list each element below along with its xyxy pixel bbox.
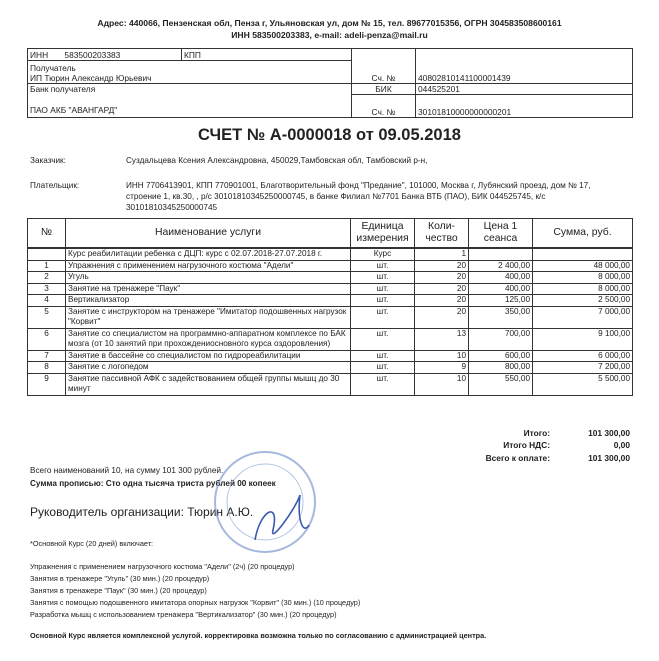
bank-details-table bbox=[27, 48, 633, 118]
kpp-cell: КПП bbox=[182, 49, 352, 61]
cell-n: 3 bbox=[28, 283, 66, 295]
cell-qty: 9 bbox=[415, 362, 469, 374]
cell-unit: шт. bbox=[351, 373, 415, 395]
cell-unit: шт. bbox=[351, 272, 415, 284]
cell-qty: 20 bbox=[415, 295, 469, 307]
corr-label: Сч. № bbox=[352, 95, 416, 118]
cell-name: Занятие с инструктором на тренажере "Имитатор подошвенных нагрузок "Корвит" bbox=[66, 306, 351, 328]
col-header: Единица измерения bbox=[351, 219, 415, 249]
cell-name: Занятие с логопедом bbox=[66, 362, 351, 374]
col-header: Коли-чество bbox=[415, 219, 469, 249]
invoice-title: СЧЕТ № А-0000018 от 09.05.2018 bbox=[198, 126, 461, 144]
acc-label: Сч. № bbox=[352, 49, 416, 84]
cell-name: Занятие в бассейне со специалистом по гидрореабилитации bbox=[66, 350, 351, 362]
notes-title: *Основной Курс (20 дней) включает: bbox=[30, 539, 154, 548]
payer-label: Плательщик: bbox=[30, 181, 80, 190]
cell-price: 800,00 bbox=[469, 362, 533, 374]
corr-value: 30101810000000000201 bbox=[416, 95, 633, 118]
cell-n: 4 bbox=[28, 295, 66, 307]
amount-in-words: Сумма прописью: Сто одна тысяча триста рублей 00 копеек bbox=[30, 479, 276, 488]
vat-label: Итого НДС: bbox=[503, 440, 550, 450]
pay-value: 101 300,00 bbox=[588, 453, 630, 463]
cell-sum: 7 200,00 bbox=[533, 362, 633, 374]
cell-n: 1 bbox=[28, 260, 66, 272]
cell-qty: 10 bbox=[415, 373, 469, 395]
table-row bbox=[28, 362, 633, 374]
cell-n: 6 bbox=[28, 328, 66, 350]
customer-label: Заказчик: bbox=[30, 156, 66, 165]
cell-name: Угуль bbox=[66, 272, 351, 284]
bik-label: БИК bbox=[352, 84, 416, 95]
cell-qty: 20 bbox=[415, 283, 469, 295]
table-row bbox=[28, 283, 633, 295]
cell-price: 400,00 bbox=[469, 272, 533, 284]
cell-qty: 10 bbox=[415, 350, 469, 362]
recipient-cell: Получатель ИП Тюрин Александр Юрьевич bbox=[28, 61, 352, 84]
table-row bbox=[28, 272, 633, 284]
col-header: Наименование услуги bbox=[66, 219, 351, 249]
cell-qty: 20 bbox=[415, 306, 469, 328]
cell-name: Занятие со специалистом на программно-аппаратном комплексе по БАК мозга (от 10 занятий при прохождениоснoвного курса оздоровления) bbox=[66, 328, 351, 350]
acc-value: 40802810141100001439 bbox=[416, 49, 633, 84]
cell-n: 8 bbox=[28, 362, 66, 374]
note-item: Занятия в тренажере "Паук" (30 мин.) (20 процедур) bbox=[30, 586, 207, 595]
summary-text: Всего наименований 10, на сумму 101 300 рублей. bbox=[30, 466, 224, 475]
cell-price: 350,00 bbox=[469, 306, 533, 328]
cell-sum: 48 000,00 bbox=[533, 260, 633, 272]
table-row bbox=[28, 306, 633, 328]
cell-sum: 2 500,00 bbox=[533, 295, 633, 307]
items-table bbox=[27, 218, 633, 396]
table-row bbox=[28, 328, 633, 350]
header-address: Адрес: 440066, Пензенская обл, Пенза г, Ульяновская ул, дом № 15, тел. 89677015356, ОГРН 304583508600161 bbox=[97, 18, 562, 28]
cell-qty: 13 bbox=[415, 328, 469, 350]
note-item: Упражнения с применением нагрузочного костюма "Адели" (2ч) (20 процедур) bbox=[30, 562, 295, 571]
cell-n: 9 bbox=[28, 373, 66, 395]
cell-price: 125,00 bbox=[469, 295, 533, 307]
cell-price: 700,00 bbox=[469, 328, 533, 350]
cell-n: 7 bbox=[28, 350, 66, 362]
header-inn-email: ИНН 583500203383, e-mail: adeli-penza@mail.ru bbox=[231, 30, 428, 40]
cell-price: 550,00 bbox=[469, 373, 533, 395]
cell-name: Курс реабилитации ребенка с ДЦП: курс с 02.07.2018-27.07.2018 г. bbox=[66, 248, 351, 260]
cell-sum: 7 000,00 bbox=[533, 306, 633, 328]
cell-name: Занятие пассивной АФК с задействованием общей группы мышц до 30 минут bbox=[66, 373, 351, 395]
customer-value: Суздальцева Ксения Александровна, 450029,Тамбовская обл, Тамбовский р-н, bbox=[126, 156, 428, 165]
head-signature-line: Руководитель организации: Тюрин А.Ю. bbox=[30, 505, 254, 519]
bik-value: 044525201 bbox=[416, 84, 633, 95]
cell-unit: шт. bbox=[351, 328, 415, 350]
inn-cell: ИНН 583500203383 bbox=[28, 49, 182, 61]
col-header: Сумма, руб. bbox=[533, 219, 633, 249]
cell-sum: 5 500,00 bbox=[533, 373, 633, 395]
total-label: Итого: bbox=[523, 428, 550, 438]
payer-value: ИНН 7706413901, КПП 770901001, Благотворительный фонд "Предание", 101000, Москва г, Лубянский проезд, дом № 17, строение 1, кв.30, , р/с 30101810345250000745, в банке Филиал №7701 Банка ВТБ (ПАО), БИК 044525745, к/с 30101810345250000745 bbox=[126, 181, 591, 212]
vat-value: 0,00 bbox=[613, 440, 630, 450]
cell-qty: 1 bbox=[415, 248, 469, 260]
cell-unit: шт. bbox=[351, 350, 415, 362]
cell-sum: 6 000,00 bbox=[533, 350, 633, 362]
total-value: 101 300,00 bbox=[588, 428, 630, 438]
bank-cell: Банк получателя ПАО АКБ "АВАНГАРД" bbox=[28, 84, 352, 118]
pay-label: Всего к оплате: bbox=[485, 453, 550, 463]
note-item: Разработка мышц с использованием тренажера "Вертикализатор" (30 мин.) (20 процедур) bbox=[30, 610, 337, 619]
cell-price bbox=[469, 248, 533, 260]
table-row bbox=[28, 350, 633, 362]
col-header: № bbox=[28, 219, 66, 249]
cell-unit: шт. bbox=[351, 283, 415, 295]
cell-name: Занятие на тренажере "Паук" bbox=[66, 283, 351, 295]
cell-unit: Курс bbox=[351, 248, 415, 260]
cell-sum: 8 000,00 bbox=[533, 272, 633, 284]
cell-n: 5 bbox=[28, 306, 66, 328]
note-item: Занятия в тренажере "Угуль" (30 мин.) (20 процедур) bbox=[30, 574, 210, 583]
stamp-signature bbox=[205, 440, 325, 570]
cell-unit: шт. bbox=[351, 362, 415, 374]
table-row bbox=[28, 260, 633, 272]
cell-price: 2 400,00 bbox=[469, 260, 533, 272]
cell-sum bbox=[533, 248, 633, 260]
cell-n: 2 bbox=[28, 272, 66, 284]
cell-unit: шт. bbox=[351, 260, 415, 272]
note-item: Занятия с помощью подошвенного имитатора опорных нагрузок "Корвит" (30 мин.) (10 процедур) bbox=[30, 598, 361, 607]
notes-final: Основной Курс является комплексной услугой. корректировка возможна только по согласованию с администрацией центра. bbox=[30, 631, 487, 640]
table-row bbox=[28, 248, 633, 260]
cell-unit: шт. bbox=[351, 295, 415, 307]
table-row bbox=[28, 373, 633, 395]
col-header: Цена 1 сеанса bbox=[469, 219, 533, 249]
cell-sum: 8 000,00 bbox=[533, 283, 633, 295]
cell-n bbox=[28, 248, 66, 260]
cell-name: Вертикализатор bbox=[66, 295, 351, 307]
cell-price: 400,00 bbox=[469, 283, 533, 295]
cell-name: Упражнения с применением нагрузочного костюма "Адели" bbox=[66, 260, 351, 272]
cell-unit: шт. bbox=[351, 306, 415, 328]
table-row bbox=[28, 295, 633, 307]
cell-qty: 20 bbox=[415, 272, 469, 284]
cell-price: 600,00 bbox=[469, 350, 533, 362]
cell-sum: 9 100,00 bbox=[533, 328, 633, 350]
cell-qty: 20 bbox=[415, 260, 469, 272]
